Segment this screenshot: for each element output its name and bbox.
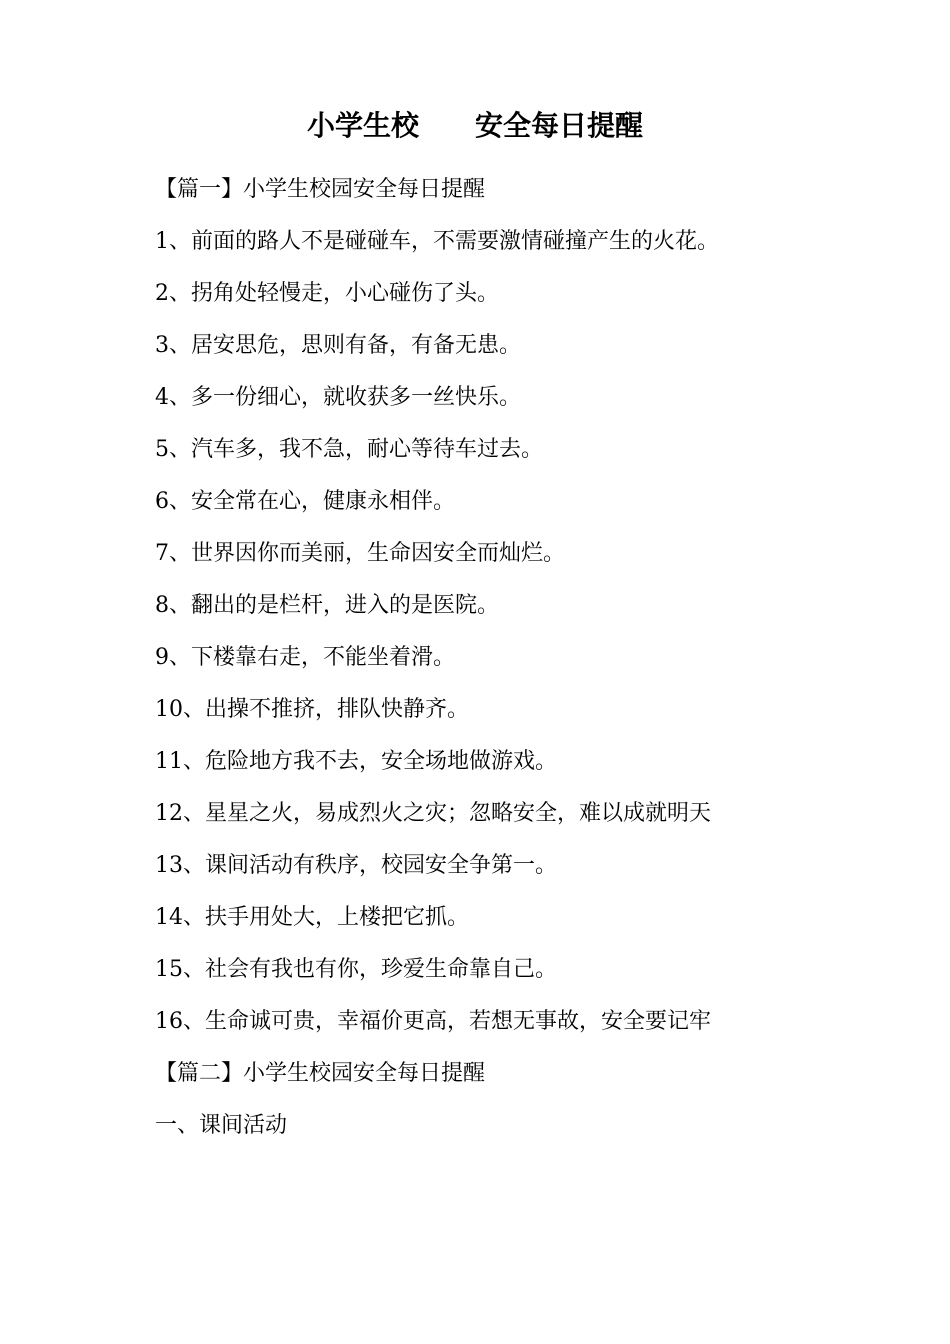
list-item: 9、下楼靠右走，不能坐着滑。 <box>155 645 455 670</box>
subsection-heading: 一、课间活动 <box>155 1113 288 1138</box>
list-item: 11、危险地方我不去，安全场地做游戏。 <box>155 749 557 774</box>
list-item: 3、居安思危，思则有备，有备无患。 <box>155 333 521 358</box>
list-item: 2、拐角处轻慢走，小心碰伤了头。 <box>155 281 499 306</box>
list-item: 14、扶手用处大，上楼把它抓。 <box>155 905 469 930</box>
document-body <box>155 170 815 1158</box>
section-heading-2: 【篇二】小学生校园安全每日提醒 <box>155 1061 486 1086</box>
document-title: 小学生校 安全每日提醒 <box>306 109 643 142</box>
list-item: 16、生命诚可贵，幸福价更高，若想无事故，安全要记牢 <box>155 1009 711 1034</box>
list-item: 4、多一份细心，就收获多一丝快乐。 <box>155 385 521 410</box>
list-item: 10、出操不推挤，排队快静齐。 <box>155 697 469 722</box>
list-item: 5、汽车多，我不急，耐心等待车过去。 <box>155 437 543 462</box>
list-item: 15、社会有我也有你，珍爱生命靠自己。 <box>155 957 557 982</box>
list-item: 13、课间活动有秩序，校园安全争第一。 <box>155 853 557 878</box>
list-item: 12、星星之火，易成烈火之灾；忽略安全，难以成就明天 <box>155 801 711 826</box>
section-heading-1: 【篇一】小学生校园安全每日提醒 <box>155 177 486 202</box>
list-item: 6、安全常在心，健康永相伴。 <box>155 489 455 514</box>
list-item: 8、翻出的是栏杆，进入的是医院。 <box>155 593 499 618</box>
list-item: 7、世界因你而美丽，生命因安全而灿烂。 <box>155 541 565 566</box>
list-item: 1、前面的路人不是碰碰车，不需要激情碰撞产生的火花。 <box>155 229 719 254</box>
